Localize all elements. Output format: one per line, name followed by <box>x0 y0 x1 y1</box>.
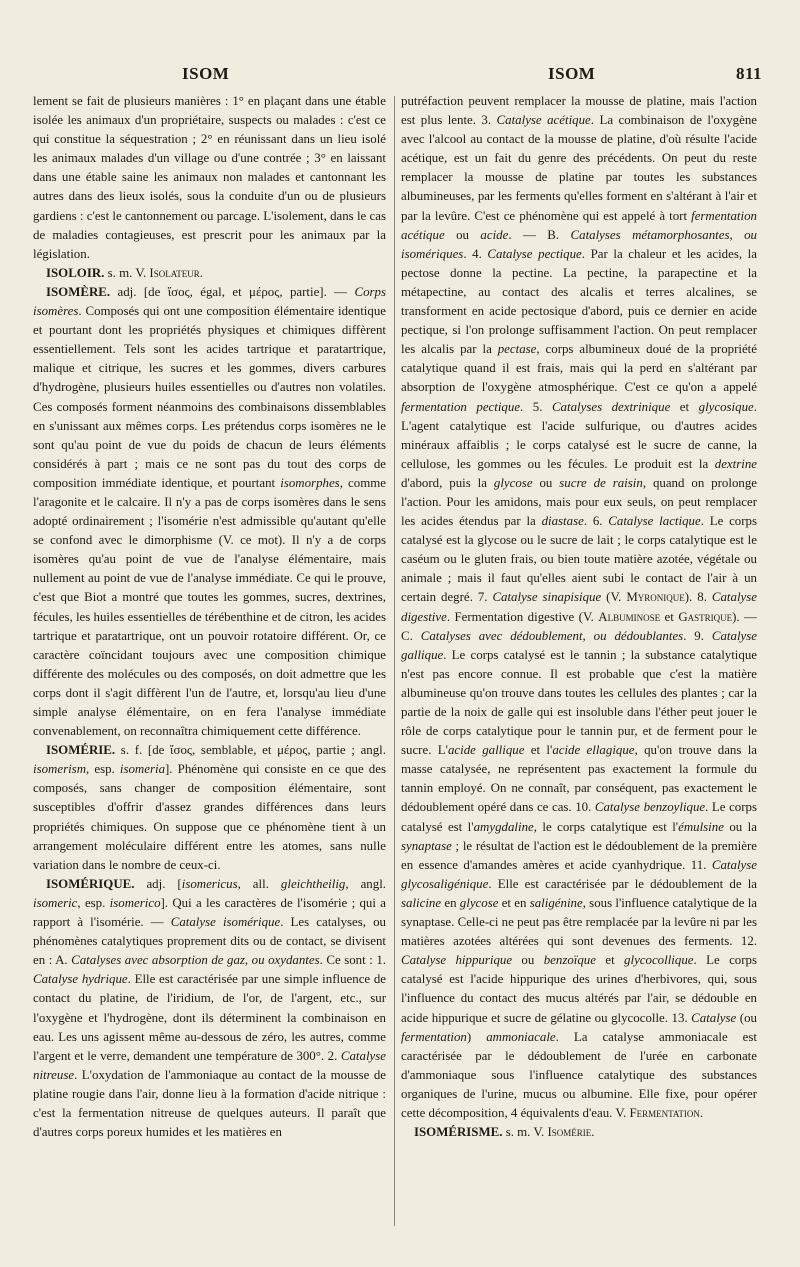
entry-isomerisme: ISOMÉRISME. s. m. V. Isomérie. <box>414 1125 595 1140</box>
cross-ref-gastrique: Gastrique <box>678 609 733 624</box>
cross-ref-isomerie: Isomérie <box>547 1125 592 1140</box>
entry-isolement-continuation: lement se fait de plusieurs manières : 1° en plaçant dans une étable isolée les animaux d'un propriétaire, suspects ou malades : c'est ce qui constitue la séquestration ; 2° en réunissant dans un lieu isolé les animaux malades d'un village ou d'une contrée ; 3° en laissant dans une étable saine les animaux non malades et cantonnant les autres dans des lieux isolés, sous la conduite d'un ou de plusieurs gardiens : c'est le cantonnement ou parcage. L'isolement, dans le cas de maladies contagieuses, est prescrit pour les animaux par la législation. <box>33 94 386 261</box>
entry-isoloir: ISOLOIR. s. m. V. Isolateur. <box>46 265 203 280</box>
running-header <box>0 64 800 88</box>
left-column <box>33 92 386 1232</box>
entry-isomere: ISOMÈRE. adj. [de ἴσος, égal, et μέρος, partie]. — Corps isomères. Composés qui ont une composition élémentaire identique et pourtant dont les propriétés physiques et chimiques diffèrent essentiellement. Tels sont les acides tartrique et paratartrique, malique et citrique, les sucres et les gommes, divers carbures d'hydrogène, plusieurs huiles essentielles ou d'autres non volatiles. Ces composés forment néanmoins des combinaisons dissemblables en s'unissant aux mêmes corps. Les prétendus corps isomères ne le sont qu'au point de vue du poids de chacun de leurs éléments considérés à part ; mais ce ne sont pas du tout des corps de composition immédiate identique, et pourtant isomorphes, comme l'aragonite et le calcaire. Il n'y a pas de corps isomères dans le sens adopté ordinairement ; l'isomérie n'est admissible qu'autant qu'elle se confond avec le dimorphisme (V. ce mot). Il n'y a de corps isomères qu'au point de vue de l'analyse élémentaire, mais nullement au point de vue de l'analyse immédiate. Ce qui le prouve, c'est que Biot a montré que toutes les gommes, sucres, dextrines, fécules, les huiles essentielles de térébenthine et de citron, les acides tartrique et paratartrique, ont un pouvoir rotatoire différent. Or, ce caractère coïncidant toujours avec une composition chimique différente des molécules ou des composés, on doit admettre que les corps dont il s'agit diffèrent l'un de l'autre, et, lorsqu'au lieu d'une simple analyse élémentaire, on en fera l'analyse immédiate convenablement, on reconnaîtra chimiquement cette différence. <box>33 284 386 739</box>
column-divider <box>394 96 395 1226</box>
headword-isoloir: ISOLOIR. <box>46 265 105 280</box>
header-center-word: ISOM <box>548 64 596 83</box>
headword-isomerie: ISOMÉRIE. <box>46 743 116 758</box>
headword-isomere: ISOMÈRE. <box>46 284 111 299</box>
cross-ref-albuminose: Albuminose <box>598 609 661 624</box>
page-number: 811 <box>736 64 763 83</box>
headword-isomerisme: ISOMÉRISME. <box>414 1125 503 1140</box>
cross-ref-fermentation: Fermentation <box>629 1105 700 1120</box>
right-column <box>401 92 757 1232</box>
header-left-word: ISOM <box>182 64 230 83</box>
headword-isomerique: ISOMÉRIQUE. <box>46 876 135 891</box>
entry-isomerique: ISOMÉRIQUE. adj. [isomericus, all. gleichtheilig, angl. isomeric, esp. isomerico]. Qui a les caractères de l'isomérie ; qui a rapport à l'isomérie. — Catalyse isomérique. Les catalyses, ou phénomènes catalytiques proprement dits ou de contact, se divisent en : A. Catalyses avec absorption de gaz, ou oxydantes. Ce sont : 1. Catalyse hydrique. Elle est caractérisée par une simple influence de contact du platine, de l'iridium, de l'or, de l'argent, etc., sur l'oxygène et l'hydrogène, dont ils déterminent la combinaison en eau. Les uns agissent même au-dessous de zéro, les autres, comme l'argent et le verre, demandent une température de 300°. 2. Catalyse nitreuse. L'oxydation de l'ammoniaque au contact de la mousse de platine rougie dans l'air, donne lieu à la formation d'acide nitrique : c'est la fermentation nitreuse de quelques auteurs. Il paraît que d'autres corps poreux humides et les matières en <box>33 876 386 1140</box>
cross-ref-isolateur: Isolateur <box>149 265 200 280</box>
entry-isomerie: ISOMÉRIE. s. f. [de ἴσος, semblable, et μέρος, partie ; angl. isomerism, esp. isomeria]. Phénomène qui consiste en ce que des composés, sans changer de composition élémentaire, sont susceptibles d'offrir d'assez grandes différences dans leurs propriétés chimiques. On suppose que ce phénomène tient à un arrangement moléculaire différent entre les atomes, sans nulle variation dans le nombre de ceux-ci. <box>33 743 386 872</box>
cross-ref-myronique: Myronique <box>626 590 685 605</box>
entry-isomerique-continuation: putréfaction peuvent remplacer la mousse de platine, mais l'action est plus lente. 3. Catalyse acétique. La combinaison de l'oxygène avec l'alcool au contact de la mousse de platine, d'où résulte l'acide acétique, est un fait du genre des précédents. On peut du reste remplacer la mousse de platine par toutes les substances albumineuses, par les ferments qu'elles forment en s'altérant à l'air et par la levûre. C'est ce phénomène qui est appelé à tort fermentation acétique ou acide. — B. Catalyses métamorphosantes, ou isomériques. 4. Catalyse pectique. Par la chaleur et les acides, la pectose donne la pectine. La pectine, la parapectine et la métapectine, au contact des alcalis et terres alcalines, se transforment en acide pectosique d'abord, puis ce dernier en acide pectique, si l'on prolonge suffisamment l'action. On peut remplacer les alcalis par la pectase, corps albumineux doué de la propriété catalytique quand il est frais, mais qui la perd en s'altérant par absorption de l'oxygène atmosphérique. C'est ce qu'on a appelé fermentation pectique. 5. Catalyses dextrinique et glycosique. L'agent catalytique est l'acide sulfurique, ou d'autres acides minéraux affaiblis ; le corps catalysé est le sucre de canne, la cellulose, les gommes ou les fécules. Le produit est la dextrine d'abord, puis la glycose ou sucre de raisin, quand on prolonge l'action. Pour les amidons, mais pour eux seuls, on peut remplacer les acides étendus par la diastase. 6. Catalyse lactique. Le corps catalysé est la glycose ou le sucre de lait ; le corps catalytique est le caséum ou le gluten frais, ou bien toute matière azotée, végétale ou animale ; mais il faut qu'elles aient subi le contact de l'air à un certain degré. 7. Catalyse sinapisique (V. Myronique). 8. Catalyse digestive. Fermentation digestive (V. Albuminose et Gastrique). — C. Catalyses avec dédoublement, ou dédoublantes. 9. Catalyse gallique. Le corps catalysé est le tannin ; la substance catalytique n'est pas encore connue. Il est probable que c'est la matière albumineuse qu'on trouve dans toutes les cellules des plantes ; car la partie de la noix de galle qui est insoluble dans l'éther peut jouer le rôle de corps catalytique pour le tannin pur, et de ferment pour le sucre. L'acide gallique et l'acide ellagique, qu'on trouve dans la masse catalysée, ne représentent pas exactement la formule du tannin employé. On ne connaît, par conséquent, pas exactement le dédoublement opéré dans ce cas. 10. Catalyse benzoylique. Le corps catalysé est l'amygdaline, le corps catalytique est l'émulsine ou la synaptase ; le résultat de l'action est le dédoublement de la première en essence d'amandes amères et acide cyanhydrique. 11. Catalyse glycosaligénique. Elle est caractérisée par le dédoublement de la salicine en glycose et en saligénine, sous l'influence catalytique de la synaptase. Celle-ci ne peut pas être remplacée par la levûre ni par les matières azotées altérées qui sont devenues des ferments. 12. Catalyse hippurique ou benzoïque et glycocollique. Le corps catalysé est l'acide hippurique des urines d'herbivores, qui, sous l'influence du contact des mucus altérés par l'air, se dédouble en acide hippurique et sucre de gélatine ou glycocolle. 13. Catalyse (ou fermentation) ammoniacale. La catalyse ammoniacale est caractérisée par le dédoublement de l'urée en carbonate d'ammoniaque sous l'influence catalytique des substances organiques de l'urine, mucus ou albumine. Elle fixe, pour opérer cette décomposition, 4 équivalents d'eau. V. Fermentation. <box>401 94 757 1120</box>
